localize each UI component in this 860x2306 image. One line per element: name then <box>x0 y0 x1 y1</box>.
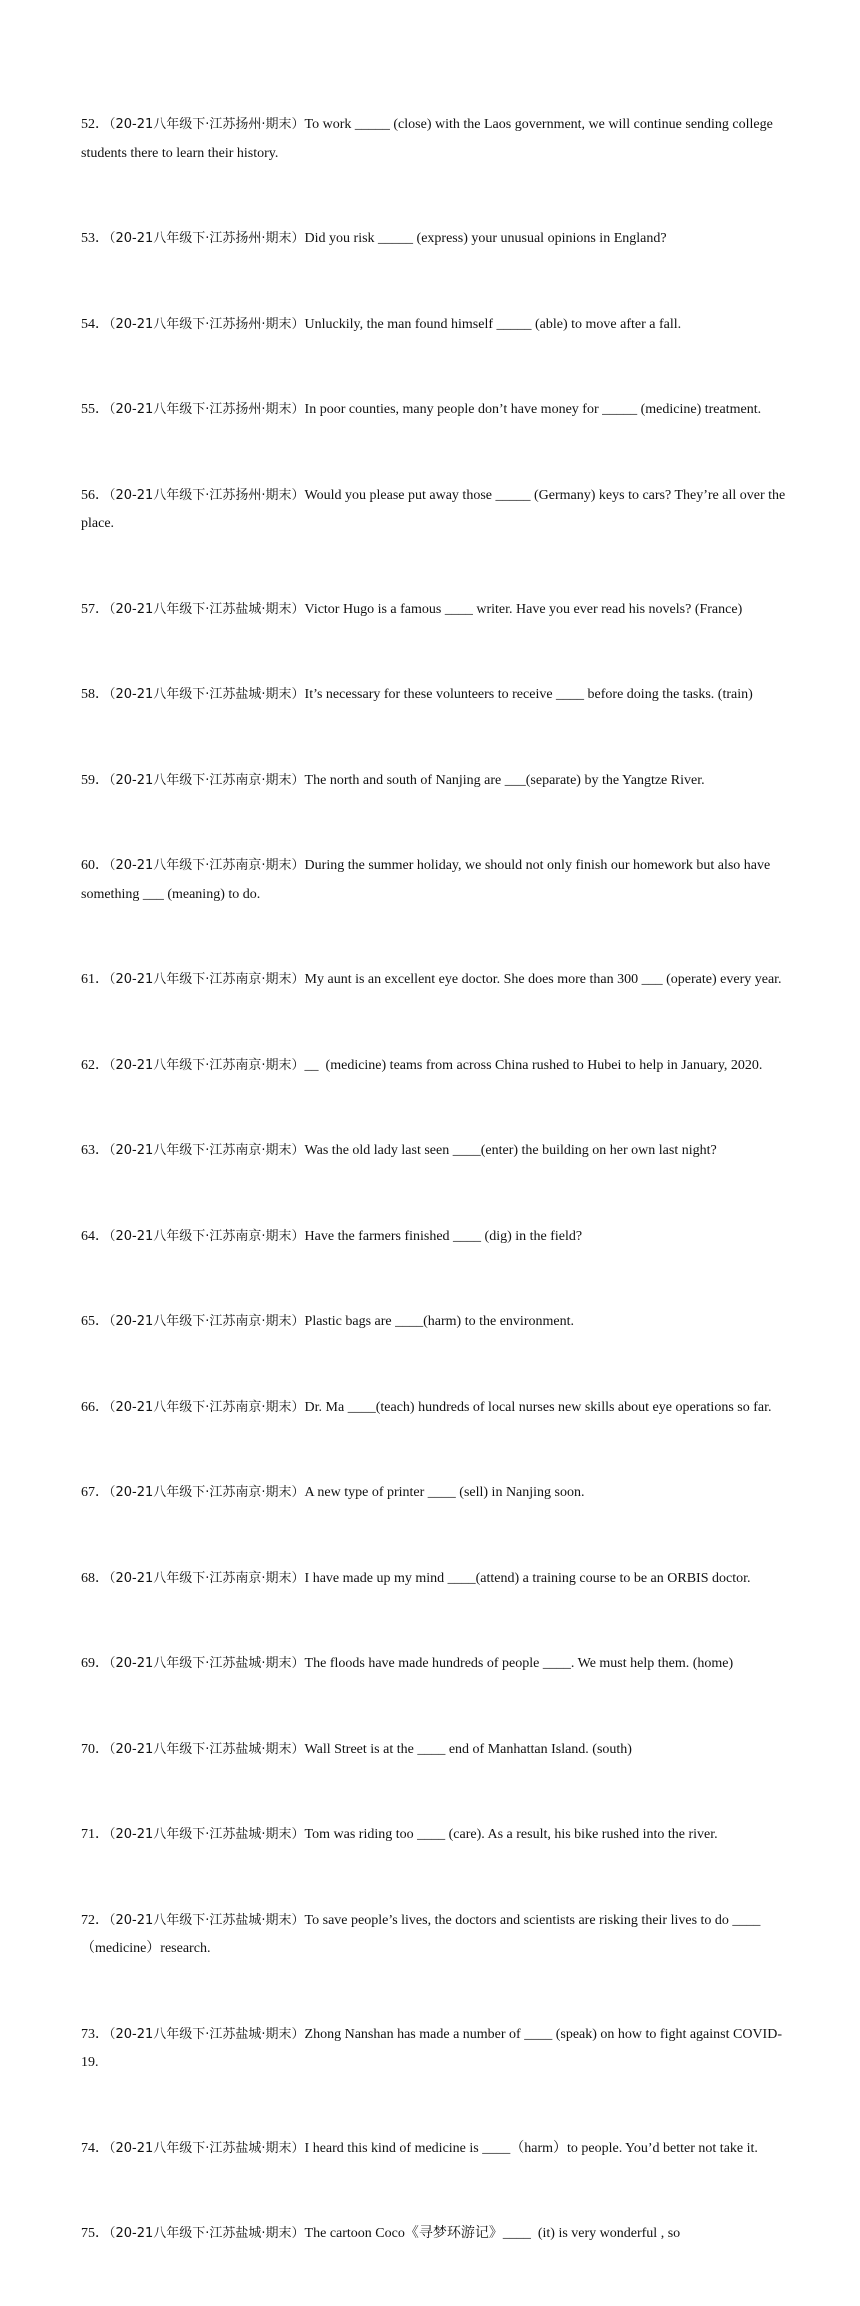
question-source: （20-21八年级下·江苏盐城·期末） <box>109 1656 305 1671</box>
question-text: A new type of printer ____ (sell) in Nanjing soon. <box>304 1485 585 1500</box>
question-item <box>81 1394 791 1423</box>
question-item <box>81 966 791 995</box>
question-item <box>81 852 791 909</box>
question-item <box>81 1907 791 1964</box>
question-text: During the summer holiday, we should not only finish our homework but also have something ___ (meaning) to do. <box>81 858 774 902</box>
question-item <box>81 596 791 625</box>
question-text: In poor counties, many people don’t have money for _____ (medicine) treatment. <box>304 402 762 417</box>
question-text: Wall Street is at the ____ end of Manhattan Island. (south) <box>304 1741 632 1757</box>
question-source: （20-21八年级下·江苏盐城·期末） <box>109 1827 305 1842</box>
question-source: （20-21八年级下·江苏南京·期末） <box>109 772 305 788</box>
question-source: （20-21八年级下·江苏扬州·期末） <box>109 231 305 246</box>
question-source: （20-21八年级下·江苏盐城·期末） <box>109 1741 305 1757</box>
question-item <box>81 1223 791 1252</box>
question-text: It’s necessary for these volunteers to receive ____ before doing the tasks. (train) <box>304 687 753 702</box>
question-number: 66． <box>81 1399 109 1415</box>
question-text: My aunt is an excellent eye doctor. She does more than 300 ___ (operate) every year. <box>304 972 782 987</box>
question-item <box>81 1137 791 1166</box>
question-text: __ (medicine) teams from across China rushed to Hubei to help in January, 2020. <box>304 1057 763 1073</box>
question-number: 59． <box>81 772 109 788</box>
question-text: Victor Hugo is a famous ____ writer. Have you ever read his novels? (France) <box>304 601 743 617</box>
question-source: （20-21八年级下·江苏南京·期末） <box>109 1143 305 1158</box>
question-text: The north and south of Nanjing are ___(separate) by the Yangtze River. <box>304 772 705 788</box>
question-number: 70． <box>81 1741 109 1757</box>
question-number: 52． <box>81 117 109 132</box>
question-item <box>81 1479 791 1508</box>
question-source: （20-21八年级下·江苏扬州·期末） <box>109 402 305 417</box>
question-source: （20-21八年级下·江苏盐城·期末） <box>109 2026 305 2042</box>
question-number: 68． <box>81 1570 109 1586</box>
question-number: 57． <box>81 601 109 617</box>
question-text: I heard this kind of medicine is ____（harm）to people. You’d better not take it. <box>304 2140 758 2156</box>
question-item <box>81 681 791 710</box>
question-item <box>81 482 791 539</box>
question-text: Dr. Ma ____(teach) hundreds of local nurses new skills about eye operations so far. <box>304 1399 772 1415</box>
question-text: Plastic bags are ____(harm) to the environment. <box>304 1314 574 1329</box>
question-source: （20-21八年级下·江苏南京·期末） <box>109 1057 305 1073</box>
question-text: Did you risk _____ (express) your unusual opinions in England? <box>304 231 667 246</box>
question-number: 53． <box>81 231 109 246</box>
question-item <box>81 396 791 425</box>
question-number: 58． <box>81 687 109 702</box>
question-number: 55． <box>81 402 109 417</box>
question-source: （20-21八年级下·江苏盐城·期末） <box>109 601 305 617</box>
question-text: To save people’s lives, the doctors and scientists are risking their lives to do ____（medicine）research. <box>81 1912 761 1956</box>
question-source: （20-21八年级下·江苏南京·期末） <box>109 1399 305 1415</box>
question-source: （20-21八年级下·江苏盐城·期末） <box>109 687 305 702</box>
question-number: 74． <box>81 2140 109 2156</box>
question-item <box>81 1650 791 1679</box>
question-item <box>81 2220 791 2249</box>
question-source: （20-21八年级下·江苏盐城·期末） <box>109 2140 305 2156</box>
question-source: （20-21八年级下·江苏南京·期末） <box>109 1228 305 1244</box>
question-text: Would you please put away those _____ (Germany) keys to cars? They’re all over the place. <box>81 487 789 531</box>
question-item <box>81 2021 791 2078</box>
question-text: Unluckily, the man found himself _____ (able) to move after a fall. <box>304 316 682 332</box>
question-source: （20-21八年级下·江苏南京·期末） <box>109 1314 305 1329</box>
question-text: To work _____ (close) with the Laos government, we will continue sending college students there to learn their history. <box>81 117 777 161</box>
question-text: The floods have made hundreds of people ____. We must help them. (home) <box>304 1656 734 1671</box>
question-number: 64． <box>81 1228 109 1244</box>
question-text: Zhong Nanshan has made a number of ____ (speak) on how to fight against COVID-19. <box>81 2026 782 2070</box>
question-number: 56． <box>81 487 109 503</box>
question-number: 75． <box>81 2226 109 2241</box>
question-item <box>81 111 791 168</box>
question-source: （20-21八年级下·江苏扬州·期末） <box>109 487 305 503</box>
question-text: Was the old lady last seen ____(enter) the building on her own last night? <box>304 1143 717 1158</box>
question-item <box>81 1821 791 1850</box>
question-number: 69． <box>81 1656 109 1671</box>
question-item <box>81 311 791 340</box>
question-number: 62． <box>81 1057 109 1073</box>
question-number: 60． <box>81 858 109 873</box>
question-source: （20-21八年级下·江苏南京·期末） <box>109 1485 305 1500</box>
question-text: I have made up my mind ____(attend) a training course to be an ORBIS doctor. <box>304 1570 751 1586</box>
question-number: 73． <box>81 2026 109 2042</box>
question-number: 61． <box>81 972 109 987</box>
question-source: （20-21八年级下·江苏扬州·期末） <box>109 117 305 132</box>
question-item <box>81 1736 791 1765</box>
question-item <box>81 1308 791 1337</box>
question-number: 72． <box>81 1912 109 1928</box>
question-source: （20-21八年级下·江苏扬州·期末） <box>109 316 305 332</box>
question-source: （20-21八年级下·江苏盐城·期末） <box>109 2226 305 2241</box>
question-list <box>81 54 791 2306</box>
question-item <box>81 2135 791 2164</box>
question-number: 67． <box>81 1485 109 1500</box>
question-source: （20-21八年级下·江苏南京·期末） <box>109 858 305 873</box>
question-text: The cartoon Coco《寻梦环游记》____ (it) is very wonderful , so <box>304 2226 681 2241</box>
question-number: 65． <box>81 1314 109 1329</box>
question-number: 54． <box>81 316 109 332</box>
question-item <box>81 767 791 796</box>
question-item <box>81 1565 791 1594</box>
question-item <box>81 1052 791 1081</box>
question-source: （20-21八年级下·江苏南京·期末） <box>109 972 305 987</box>
question-text: Tom was riding too ____ (care). As a result, his bike rushed into the river. <box>304 1827 718 1842</box>
question-number: 71． <box>81 1827 109 1842</box>
question-item <box>81 225 791 254</box>
question-number: 63． <box>81 1143 109 1158</box>
question-source: （20-21八年级下·江苏南京·期末） <box>109 1570 305 1586</box>
question-source: （20-21八年级下·江苏盐城·期末） <box>109 1912 305 1928</box>
question-text: Have the farmers finished ____ (dig) in the field? <box>304 1228 583 1244</box>
